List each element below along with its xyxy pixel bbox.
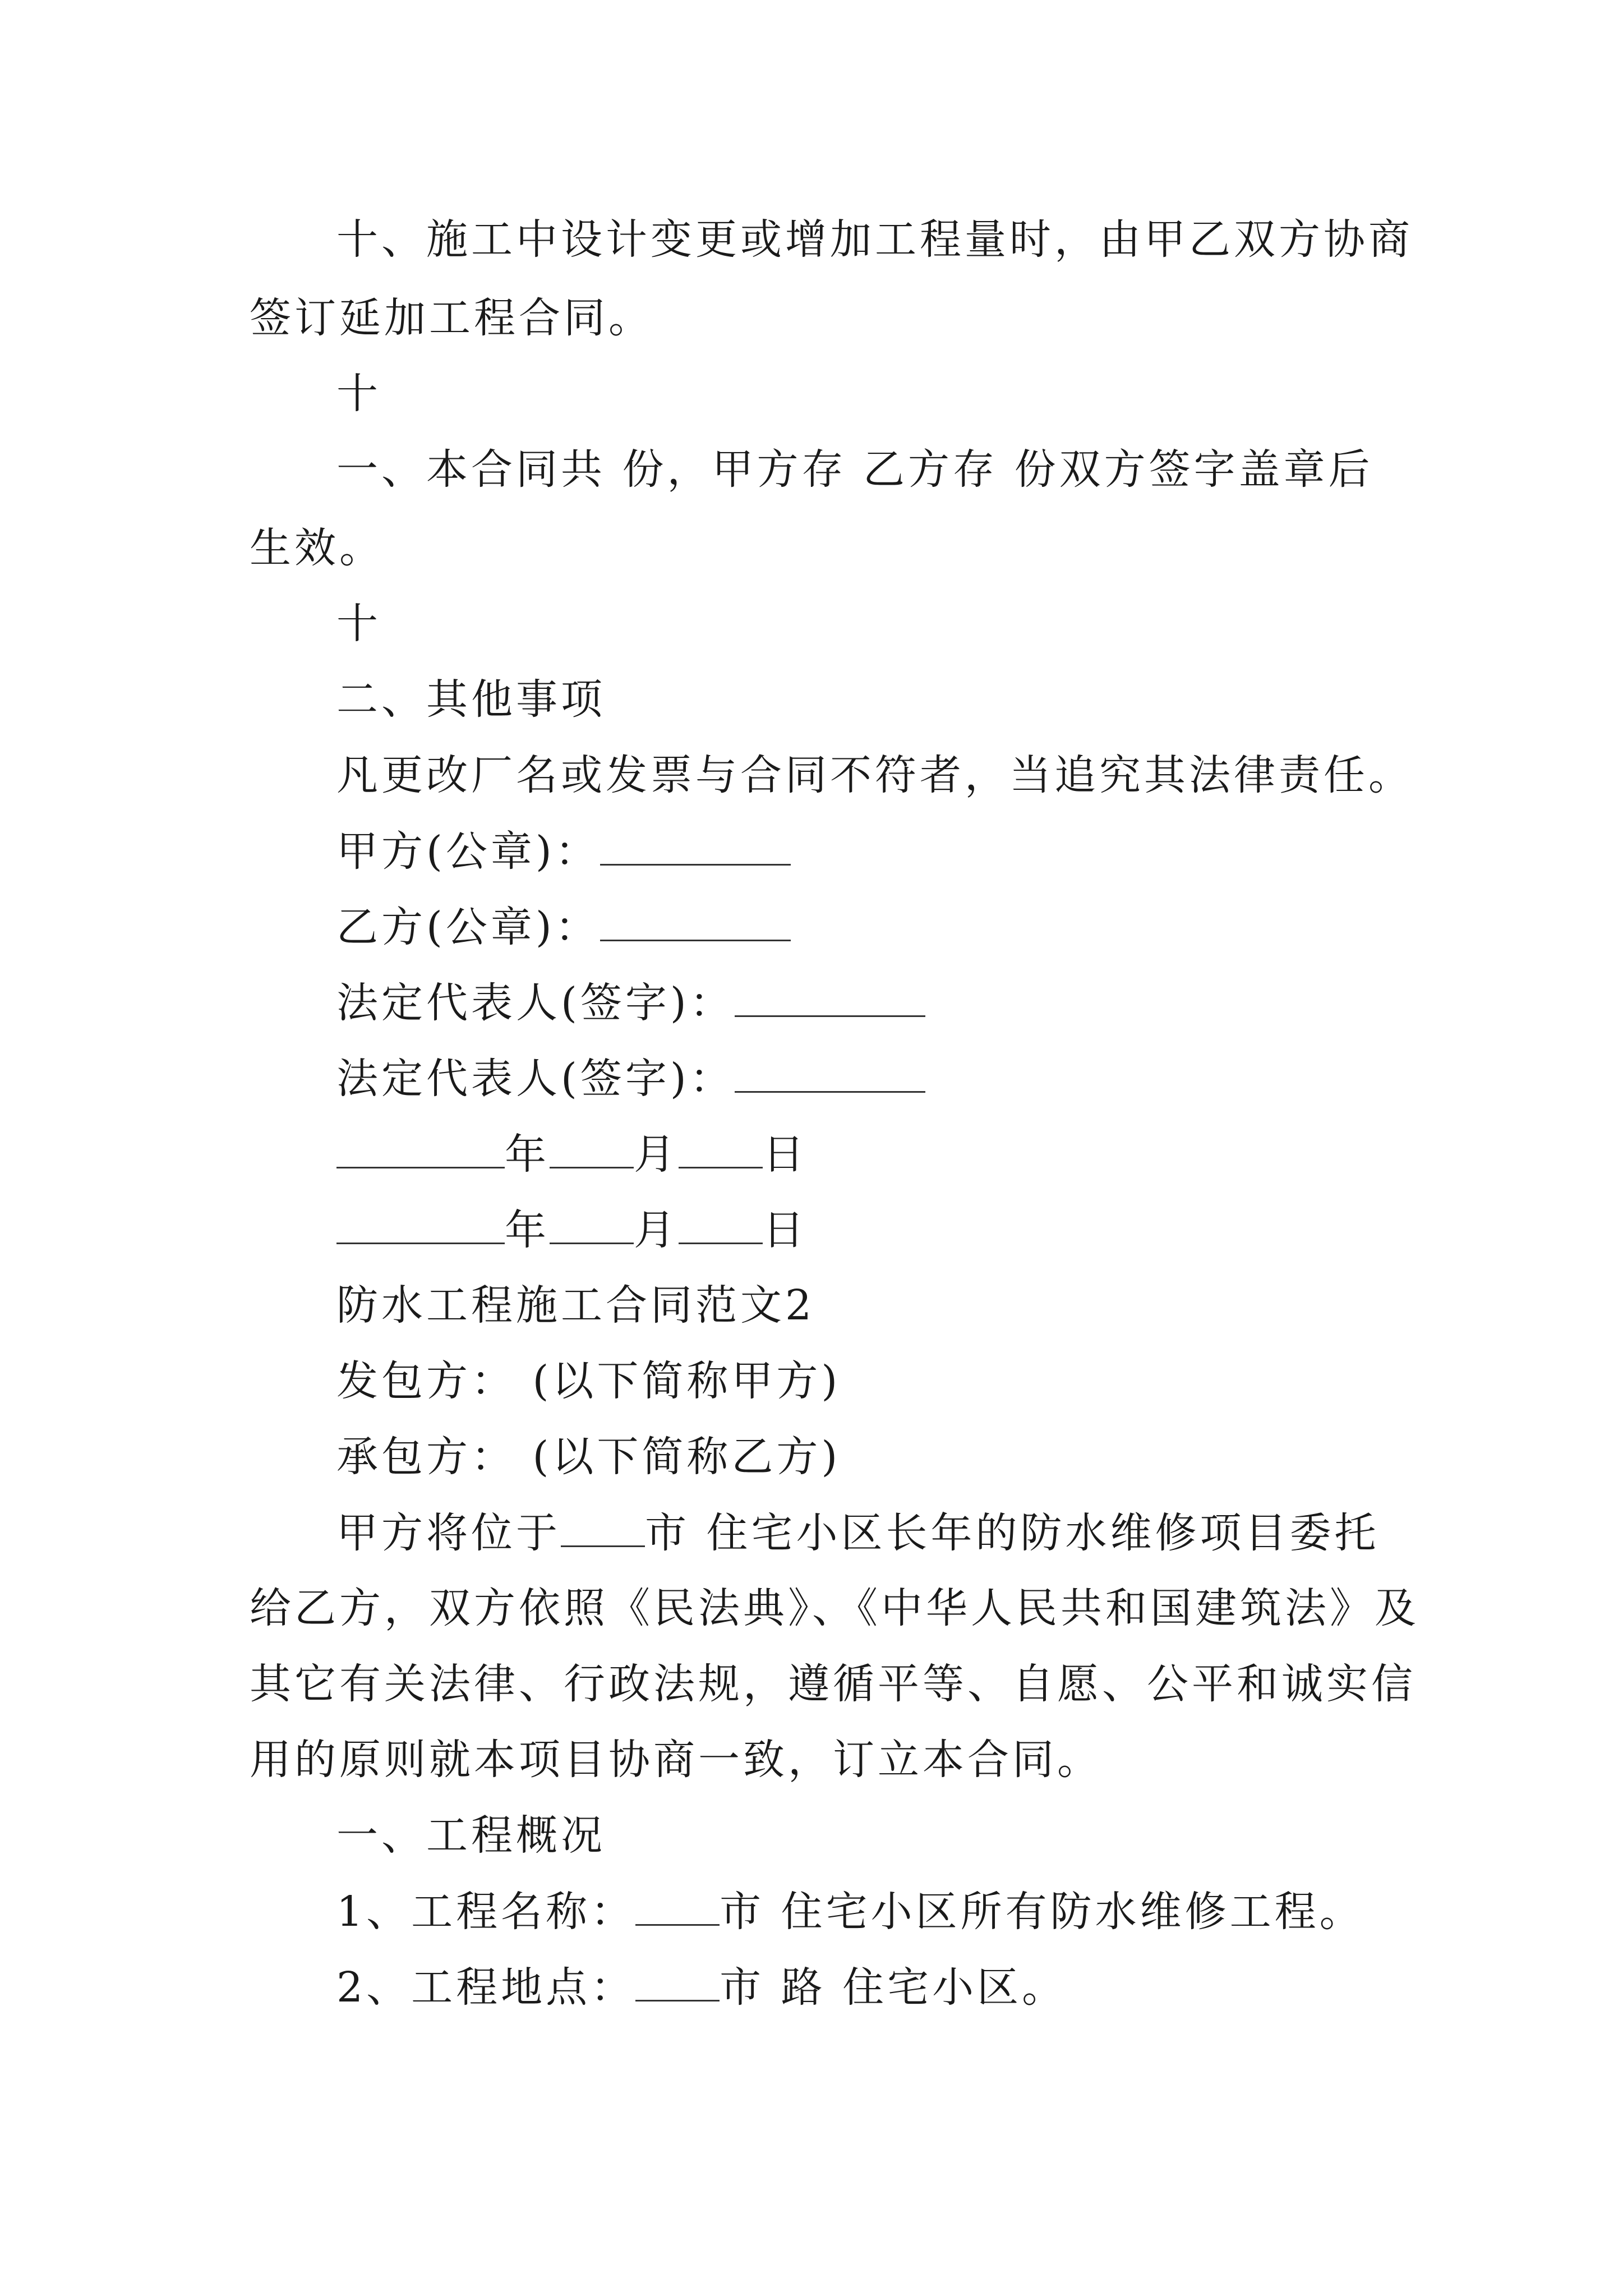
paragraph-1-line-3: 其它有关法律、行政法规，遵循平等、自愿、公平和诚实信 xyxy=(250,1660,1416,1708)
party-a-seal-label: 甲方(公章)： xyxy=(336,827,600,876)
date-b-year-label: 年 xyxy=(505,1206,550,1254)
rep-b-sign-label: 法定代表人(签字)： xyxy=(336,1055,735,1103)
date-a-year-blank xyxy=(336,1133,505,1168)
contractor-line: 承包方： (以下简称乙方) xyxy=(336,1433,841,1481)
item-2-post: 市 路 住宅小区。 xyxy=(720,1963,1067,2012)
clause-line: 签订延加工程合同。 xyxy=(250,294,653,342)
heading-project-overview: 一、工程概况 xyxy=(336,1811,606,1860)
rep-a-sign-line xyxy=(336,979,1481,1027)
item-project-name xyxy=(336,1888,1481,1936)
rep-a-sign-blank xyxy=(735,982,925,1017)
date-b-year-blank xyxy=(336,1209,505,1244)
party-b-seal-blank xyxy=(600,906,791,941)
rep-b-sign-blank xyxy=(735,1057,925,1093)
city-blank-2 xyxy=(635,1890,720,1926)
date-a-month-label: 月 xyxy=(634,1130,679,1179)
date-a-day-label: 日 xyxy=(763,1130,808,1179)
clause-line: 二、其他事项 xyxy=(336,675,606,724)
clause-line: 一、本合同共 份，甲方存 乙方存 份双方签字盖章后 xyxy=(336,445,1373,494)
item-1-pre: 1、工程名称： xyxy=(336,1888,636,1936)
item-2-pre: 2、工程地点： xyxy=(336,1963,636,2012)
clause-line: 十 xyxy=(336,600,381,648)
paragraph-1-line-1 xyxy=(336,1509,1481,1557)
clause-line: 凡更改厂名或发票与合同不符者，当追究其法律责任。 xyxy=(336,751,1413,799)
clause-line: 生效。 xyxy=(250,524,384,572)
section2-title: 防水工程施工合同范文2 xyxy=(336,1281,815,1329)
rep-b-sign-line xyxy=(336,1055,1481,1103)
date-b-day-blank xyxy=(679,1209,763,1244)
date-a-month-blank xyxy=(550,1133,634,1168)
paragraph-1-post: 市 住宅小区长年的防水维修项目委托 xyxy=(645,1509,1380,1557)
date-b-day-label: 日 xyxy=(763,1206,808,1254)
party-a-seal-blank xyxy=(600,830,791,866)
item-project-location xyxy=(336,1963,1481,2012)
clause-line: 十 xyxy=(336,370,381,418)
date-line-b xyxy=(336,1206,1481,1254)
date-b-month-label: 月 xyxy=(634,1206,679,1254)
item-1-post: 市 住宅小区所有防水维修工程。 xyxy=(720,1888,1364,1936)
employer-line: 发包方： (以下简称甲方) xyxy=(336,1357,841,1405)
date-line-a xyxy=(336,1130,1481,1179)
date-a-year-label: 年 xyxy=(505,1130,550,1179)
clause-line: 十、施工中设计变更或增加工程量时，由甲乙双方协商 xyxy=(336,215,1413,264)
paragraph-1-line-4: 用的原则就本项目协商一致，订立本合同。 xyxy=(250,1736,1102,1784)
paragraph-1-line-2: 给乙方，双方依照《民法典》、《中华人民共和国建筑法》及 xyxy=(250,1584,1419,1632)
city-blank-1 xyxy=(561,1512,645,1547)
date-b-month-blank xyxy=(550,1209,634,1244)
city-blank-3 xyxy=(635,1966,720,2001)
paragraph-1-pre: 甲方将位于 xyxy=(336,1509,561,1557)
party-b-seal-line xyxy=(336,903,1481,951)
party-a-seal-line xyxy=(336,827,1481,876)
date-a-day-blank xyxy=(679,1133,763,1168)
rep-a-sign-label: 法定代表人(签字)： xyxy=(336,979,735,1027)
party-b-seal-label: 乙方(公章)： xyxy=(336,903,600,951)
